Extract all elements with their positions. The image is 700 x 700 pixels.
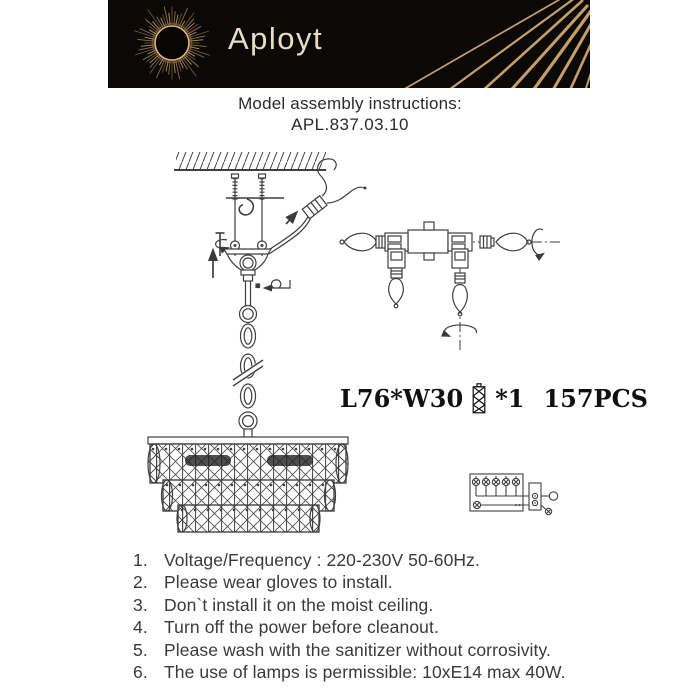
cable-clip-drawing: [256, 280, 290, 288]
instruction-text: The use of lamps is permissible: 10xE14 max 40W.: [164, 662, 566, 683]
instruction-item: [133, 571, 566, 593]
instruction-number: 2.: [133, 572, 148, 593]
chain-drawing: [232, 324, 264, 437]
instruction-text: Please wash with the sanitizer without corrosivity.: [164, 639, 552, 660]
bulb-installation-drawing: [340, 222, 562, 352]
anchor-screws-drawing: [226, 174, 284, 256]
instruction-number: 6.: [133, 662, 148, 683]
instruction-text: Turn off the power before cleanout.: [164, 617, 439, 638]
instruction-text: Please wear gloves to install.: [164, 572, 393, 593]
spec-quantity: *1: [495, 384, 525, 413]
instruction-text: Voltage/Frequency : 220-230V 50-60Hz.: [164, 550, 480, 570]
instruction-item: [133, 594, 566, 616]
ceiling-drawing: [174, 152, 326, 170]
spec-dimensions: L76*W30: [340, 384, 464, 413]
mounting-hook-drawing: [239, 199, 253, 215]
page-title: Model assembly instructions:: [238, 94, 462, 113]
canopy-drawing: [224, 249, 271, 323]
instruction-number: 5.: [133, 639, 148, 660]
instruction-item: [133, 616, 566, 638]
instruction-number: 1.: [133, 550, 148, 570]
instruction-list: [133, 549, 566, 683]
instruction-item: [133, 639, 566, 661]
circuit-diagram-drawing: [470, 474, 558, 515]
spec-pieces: 157PCS: [543, 384, 649, 413]
instruction-item: [133, 661, 566, 683]
chandelier-body-drawing: [148, 437, 348, 532]
brand-name: Aployt: [228, 21, 324, 56]
ne-arrow-icon: [286, 213, 296, 224]
instruction-item: [133, 549, 566, 571]
model-number: APL.837.03.10: [291, 115, 409, 134]
instruction-text: Don`t install it on the moist ceiling.: [164, 594, 434, 615]
spec-line: [340, 383, 648, 414]
crystal-prism-icon: [471, 383, 487, 414]
instruction-number: 4.: [133, 617, 148, 638]
instruction-number: 3.: [133, 594, 148, 615]
